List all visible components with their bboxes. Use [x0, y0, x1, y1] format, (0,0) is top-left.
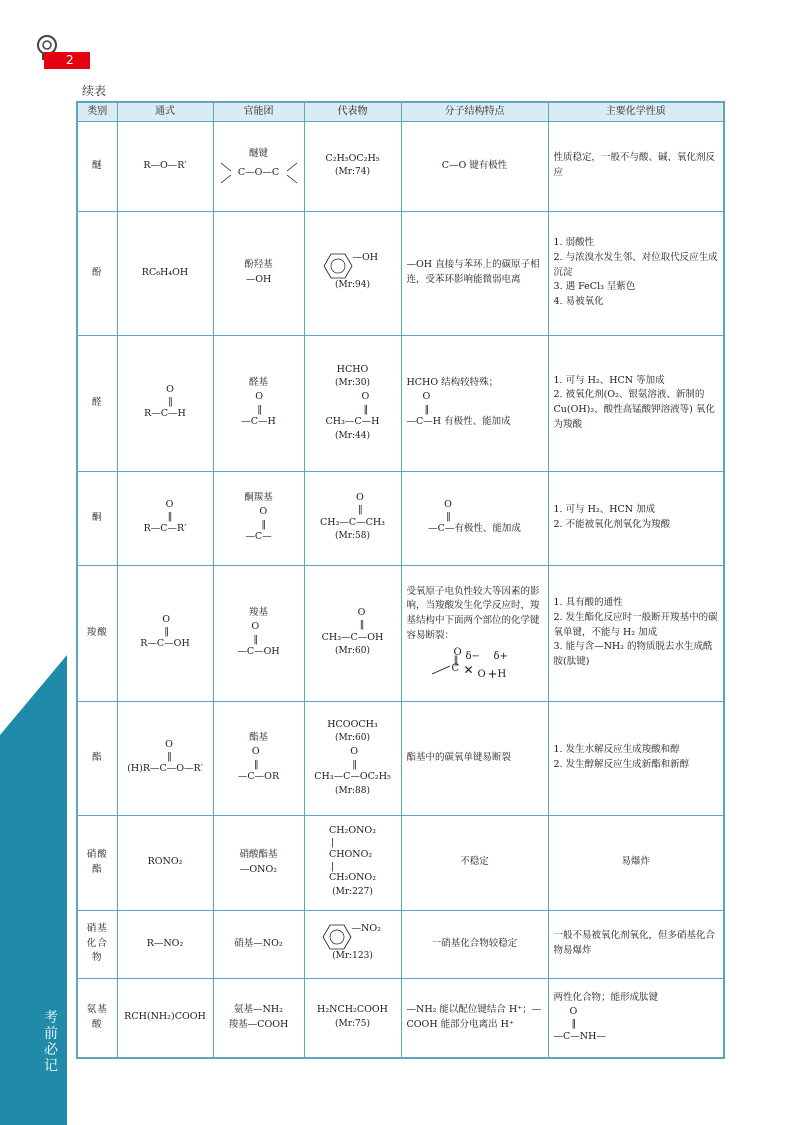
rep-formula: C₂H₅OC₂H₅	[325, 152, 380, 164]
rep-mr: (Mr:58)	[334, 531, 371, 542]
rep-cell: O ‖ CH₃—C—CH₃ (Mr:58)	[304, 471, 401, 565]
column-header: 主要化学性质	[548, 102, 724, 121]
group-name: 酮羰基	[244, 492, 273, 504]
column-header: 通式	[117, 102, 213, 121]
nitrobenzene-icon	[322, 924, 384, 950]
group-name: 醚键	[248, 147, 268, 159]
bond-cleavage-diagram: O ‖ C ✕ δ− O + H δ+	[430, 645, 520, 681]
prop-item: 2. 发生醇解反应生成新酯和新醇	[553, 759, 690, 770]
rep-mr: (Mr:123)	[332, 951, 373, 962]
rep-substituent: —OH	[352, 252, 379, 264]
group-name: 酯基	[248, 732, 268, 744]
formula-cell: R—NO₂	[117, 910, 213, 978]
category-cell: 酮	[77, 471, 117, 565]
column-header: 分子结构特点	[401, 102, 548, 121]
table-row-aldehyde	[77, 335, 724, 471]
prop-item: 4. 易被氧化	[553, 296, 604, 308]
group-cell: 酯基 O ‖ —C—OR	[213, 701, 304, 815]
rep-cell: CH₂ONO₂ | CHONO₂ | CH₂ONO₂ (Mr:227)	[304, 815, 401, 910]
feature-cell: O ‖ —C—有极性、能加成	[401, 471, 548, 565]
group-cell	[213, 211, 304, 335]
table-row-ketone	[77, 471, 724, 565]
prop-item: 1. 可与 H₂、HCN 等加成	[553, 374, 665, 386]
group-item: 氨基—NH₂	[234, 1004, 283, 1016]
prop-item: 2. 与浓溴水发生邻、对位取代反应生成沉淀	[553, 251, 718, 278]
formula-cell: RCH(NH₂)COOH	[117, 978, 213, 1058]
page-number: 2	[44, 52, 90, 69]
continued-label: 续表	[82, 84, 107, 98]
group-cell: 醛基 O ‖ —C—H	[213, 335, 304, 471]
props-cell	[548, 701, 724, 815]
column-header: 官能团	[213, 102, 304, 121]
prop-item: 1. 发生水解反应生成羧酸和醇	[553, 744, 680, 756]
rep-mr: (Mr:44)	[334, 430, 371, 441]
group-cell: 硝基—NO₂	[213, 910, 304, 978]
table-row-acid	[77, 565, 724, 701]
benzene-ring-icon	[323, 253, 383, 279]
table-row-ester	[77, 701, 724, 815]
rep-cell	[304, 121, 401, 211]
rep-mr: (Mr:30)	[334, 378, 371, 389]
rep-formula: HCOOCH₃	[327, 718, 378, 730]
formula-cell: O ‖ R—C—OH	[117, 565, 213, 701]
rep-mr: (Mr:94)	[334, 280, 371, 291]
rep-cell	[304, 978, 401, 1058]
rep-mr: (Mr:227)	[332, 887, 373, 898]
formula-cell: O ‖ R—C—H	[117, 335, 213, 471]
props-cell	[548, 211, 724, 335]
column-header: 代表物	[304, 102, 401, 121]
prop-item: 2. 发生酯化反应时一般断开羧基中的碳氧单键，不能与 H₂ 加成	[553, 611, 718, 638]
table-row-ether	[77, 121, 724, 211]
props-cell: 易爆炸	[548, 815, 724, 910]
group-struct: —ONO₂	[239, 863, 278, 875]
formula-cell: O ‖ (H)R—C—O—R′	[117, 701, 213, 815]
group-struct: —OH	[245, 274, 272, 285]
prop-item: 1. 可与 H₂、HCN 加成	[553, 504, 656, 516]
table-row-nitrate	[77, 815, 724, 910]
rep-mr: (Mr:60)	[334, 646, 371, 657]
formula-cell: RC₆H₄OH	[117, 211, 213, 335]
prop-item: 3. 能与含—NH₂ 的物质脱去水生成酰胺(肽键)	[553, 641, 713, 668]
rep-cell	[304, 211, 401, 335]
prop-item: 2. 不能被氧化剂氧化为羧酸	[553, 519, 671, 530]
feature-cell: C—O 键有极性	[401, 121, 548, 211]
formula-cell: RONO₂	[117, 815, 213, 910]
rep-mr: (Mr:74)	[334, 167, 371, 178]
category-cell: 氨基酸	[77, 978, 117, 1058]
category-cell: 醛	[77, 335, 117, 471]
group-cell	[213, 121, 304, 211]
props-cell	[548, 335, 724, 471]
feature-cell: 不稳定	[401, 815, 548, 910]
column-header: 类别	[77, 102, 117, 121]
feature-cell: —NH₂ 能以配位键结合 H⁺；—COOH 能部分电离出 H⁺	[401, 978, 548, 1058]
category-cell: 硝酸酯	[77, 815, 117, 910]
group-name: 硝酸酯基	[239, 848, 278, 860]
props-cell: 两性化合物；能形成肽键 O ‖ —C—NH—	[548, 978, 724, 1058]
rep-mr: (Mr:88)	[334, 785, 371, 796]
group-cell: 酮羰基 O ‖ —C—	[213, 471, 304, 565]
feature-cell: 一硝基化合物较稳定	[401, 910, 548, 978]
feature-cell: 受氧原子电负性较大等因素的影响，当羧酸发生化学反应时，羧基结构中下面两个部位的化学键容易断裂： O ‖ C ✕ δ− O + H δ+	[401, 565, 548, 701]
formula-cell: R—O—R′	[117, 121, 213, 211]
category-cell: 羧酸	[77, 565, 117, 701]
feature-cell: HCHO 结构较特殊； O ‖ —C—H 有极性、能加成	[401, 335, 548, 471]
category-cell: 醚	[77, 121, 117, 211]
rep-formula: HCHO	[336, 363, 369, 375]
props-cell: 一般不易被氧化剂氧化，但多硝基化合物易爆炸	[548, 910, 724, 978]
feature-cell: 酯基中的碳氧单键易断裂	[401, 701, 548, 815]
prop-item: 1. 具有酸的通性	[553, 597, 623, 609]
side-label: 考前必记	[44, 1010, 58, 1074]
group-name: 羧基	[248, 607, 268, 619]
group-name: 醛基	[248, 377, 268, 389]
table-row-amino-acid	[77, 978, 724, 1058]
prop-item: 1. 弱酸性	[553, 237, 595, 249]
group-cell	[213, 978, 304, 1058]
group-cell	[213, 815, 304, 910]
group-cell: 羧基 O ‖ —C—OH	[213, 565, 304, 701]
category-cell: 酚	[77, 211, 117, 335]
ether-bond-structure	[219, 161, 299, 185]
prop-item: 2. 被氧化剂(O₂、银氨溶液、新制的 Cu(OH)₂、酸性高锰酸钾溶液等) 氧化为羧酸	[553, 389, 715, 430]
rep-cell: O ‖ CH₃—C—OH (Mr:60)	[304, 565, 401, 701]
table-row-phenol	[77, 211, 724, 335]
rep-mr: (Mr:60)	[334, 733, 371, 744]
group-struct: C—O—C	[237, 167, 280, 179]
table-row-nitro	[77, 910, 724, 978]
rep-cell: HCHO (Mr:30) O ‖ CH₃—C—H (Mr:44)	[304, 335, 401, 471]
group-name: 酚羟基	[244, 259, 273, 271]
rep-substituent: —NO₂	[351, 923, 381, 935]
props-cell	[548, 565, 724, 701]
props-cell: 性质稳定，一般不与酸、碱、氧化剂反应	[548, 121, 724, 211]
rep-mr: (Mr:75)	[334, 1019, 371, 1030]
category-cell: 硝基化合物	[77, 910, 117, 978]
rep-formula: H₂NCH₂COOH	[317, 1004, 388, 1016]
rep-cell: HCOOCH₃ (Mr:60) O ‖ CH₃—C—OC₂H₅ (Mr:88)	[304, 701, 401, 815]
formula-cell: O ‖ R—C—R′	[117, 471, 213, 565]
category-cell: 酯	[77, 701, 117, 815]
props-cell	[548, 471, 724, 565]
rep-cell	[304, 910, 401, 978]
feature-cell: —OH 直接与苯环上的碳原子相连，受苯环影响能微弱电离	[401, 211, 548, 335]
group-item: 羧基—COOH	[228, 1018, 289, 1030]
prop-item: 3. 遇 FeCl₃ 呈紫色	[553, 281, 636, 293]
table-header-row	[77, 102, 724, 121]
organic-compounds-table	[76, 101, 725, 1059]
